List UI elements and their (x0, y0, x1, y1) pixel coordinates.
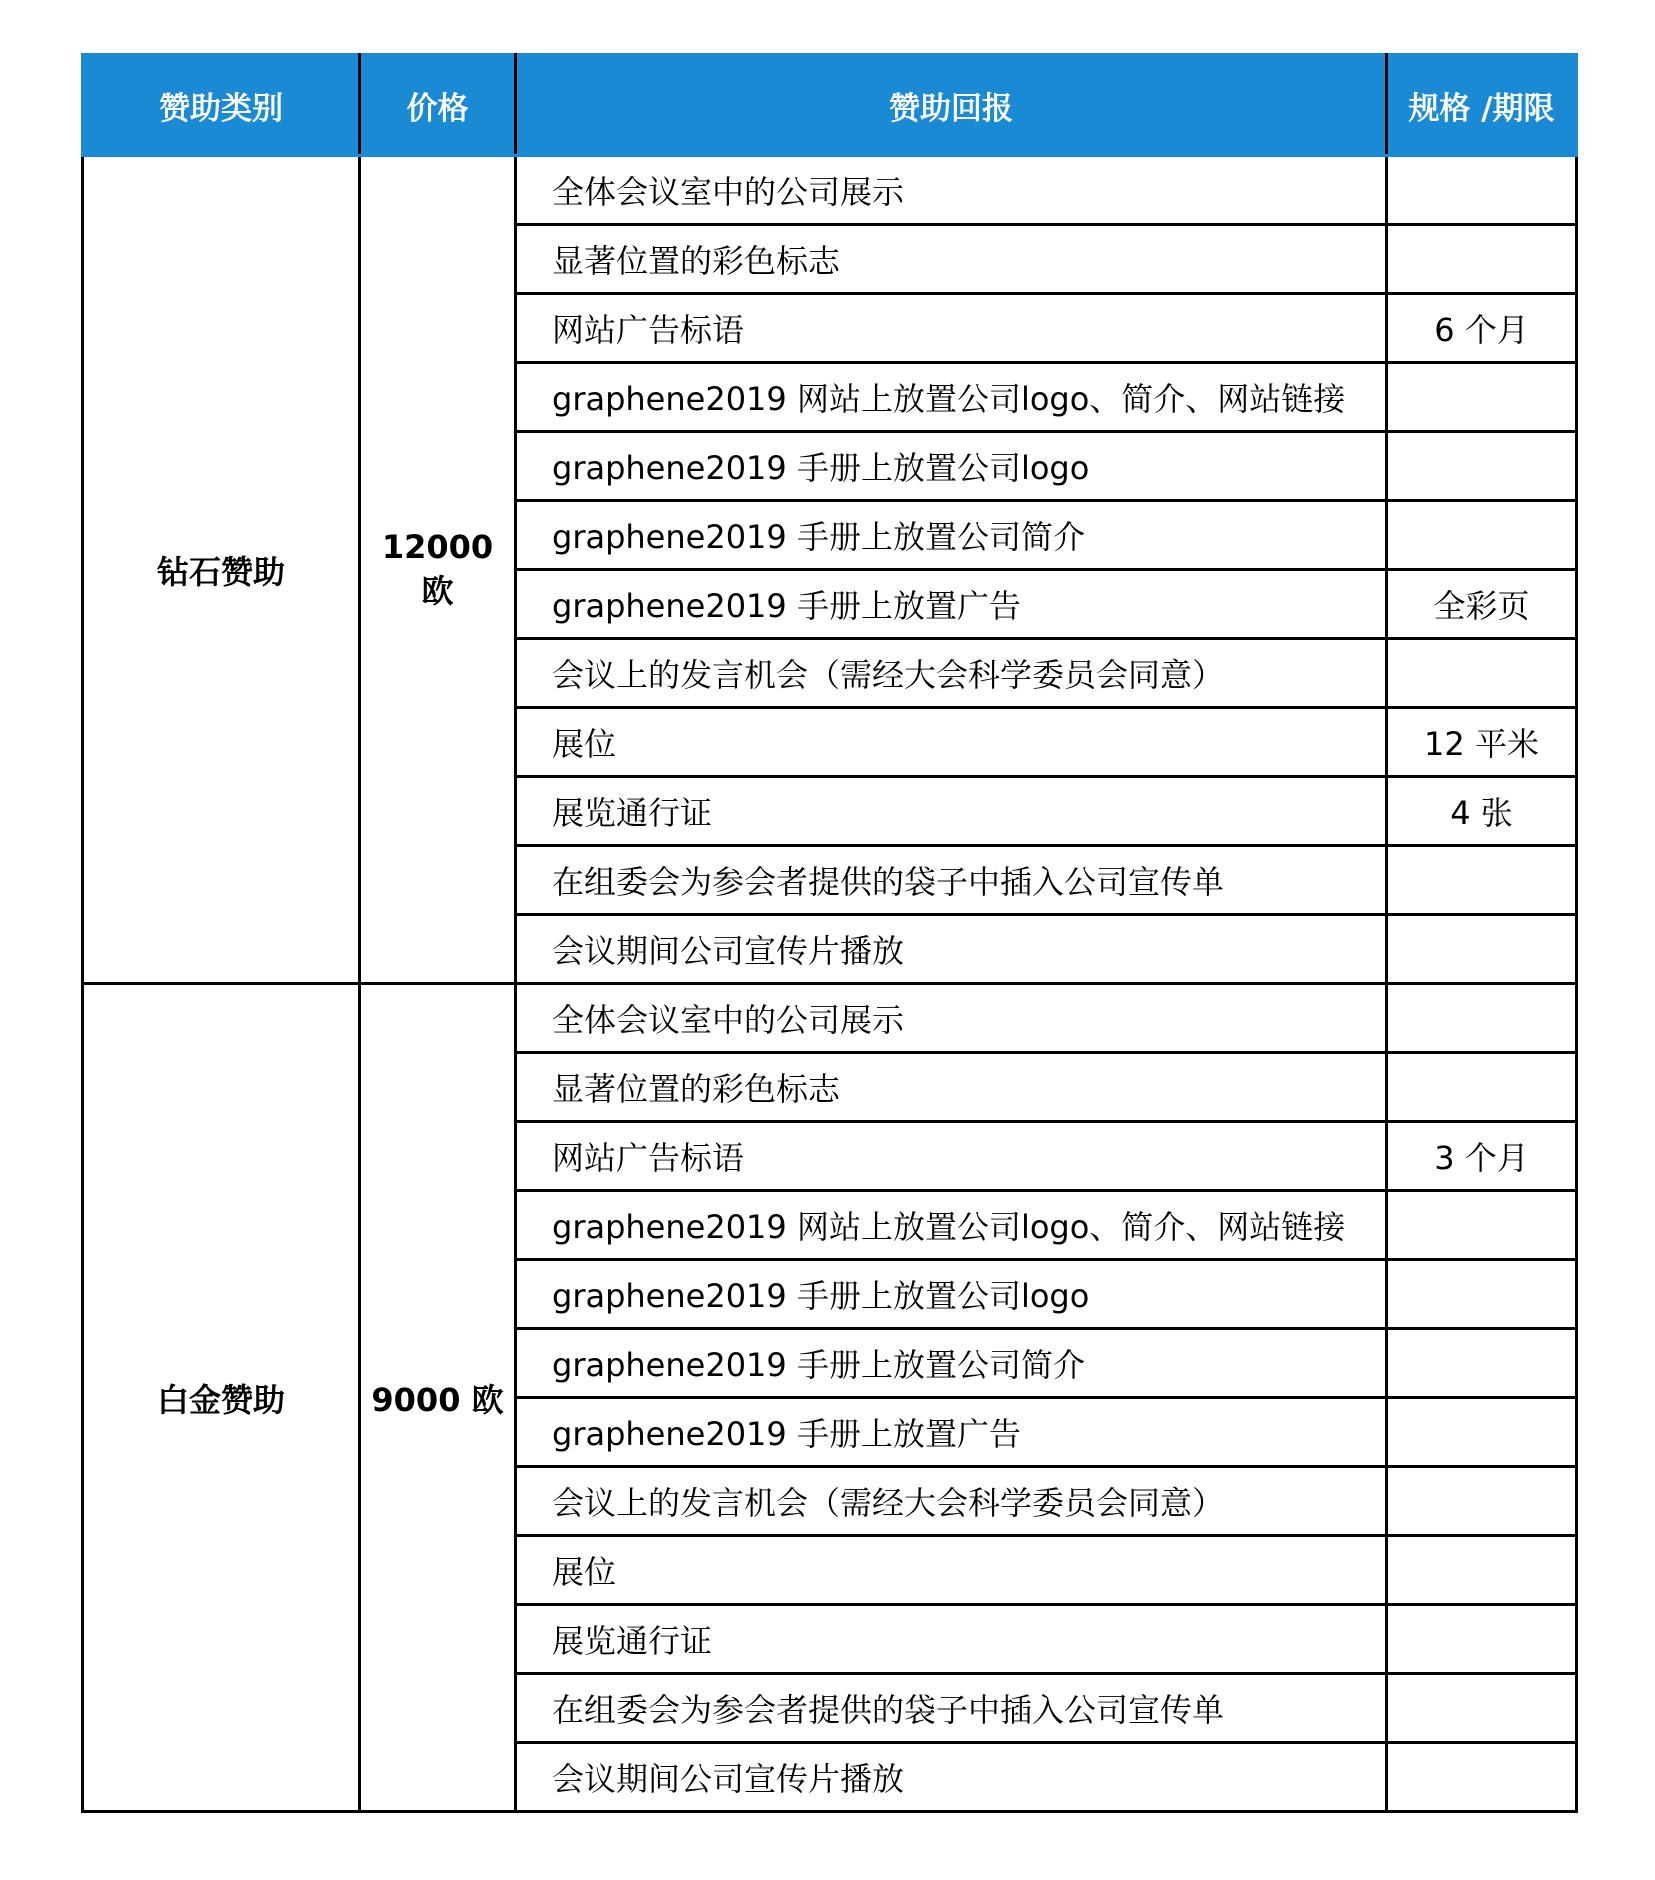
spec-cell (1387, 363, 1577, 432)
benefit-cell: 会议期间公司宣传片播放 (516, 915, 1387, 984)
benefit-cell: graphene2019 手册上放置广告 (516, 1398, 1387, 1467)
benefit-cell: 在组委会为参会者提供的袋子中插入公司宣传单 (516, 846, 1387, 915)
header-price: 价格 (360, 55, 516, 156)
benefit-cell: 网站广告标语 (516, 1122, 1387, 1191)
benefit-cell: 全体会议室中的公司展示 (516, 984, 1387, 1053)
spec-cell (1387, 1674, 1577, 1743)
spec-cell (1387, 501, 1577, 570)
table-row (83, 984, 1577, 1053)
tier-price: 9000 欧 (360, 984, 516, 1812)
spec-cell: 3 个月 (1387, 1122, 1577, 1191)
spec-cell (1387, 225, 1577, 294)
spec-cell (1387, 1191, 1577, 1260)
benefit-cell: 在组委会为参会者提供的袋子中插入公司宣传单 (516, 1674, 1387, 1743)
benefit-cell: 网站广告标语 (516, 294, 1387, 363)
tier-category: 钻石赞助 (83, 156, 360, 984)
benefit-cell: graphene2019 手册上放置公司简介 (516, 1329, 1387, 1398)
spec-cell: 全彩页 (1387, 570, 1577, 639)
table-body (83, 156, 1577, 1812)
spec-cell (1387, 915, 1577, 984)
benefit-cell: graphene2019 手册上放置广告 (516, 570, 1387, 639)
benefit-cell: 展位 (516, 1536, 1387, 1605)
spec-cell (1387, 846, 1577, 915)
spec-cell: 4 张 (1387, 777, 1577, 846)
spec-cell: 12 平米 (1387, 708, 1577, 777)
spec-cell (1387, 1329, 1577, 1398)
table-header (83, 55, 1577, 156)
sponsorship-table (81, 53, 1578, 1813)
spec-cell (1387, 984, 1577, 1053)
spec-cell: 6 个月 (1387, 294, 1577, 363)
benefit-cell: graphene2019 网站上放置公司logo、简介、网站链接 (516, 1191, 1387, 1260)
benefit-cell: 显著位置的彩色标志 (516, 225, 1387, 294)
table-row (83, 156, 1577, 225)
spec-cell (1387, 156, 1577, 225)
spec-cell (1387, 1398, 1577, 1467)
benefit-cell: graphene2019 手册上放置公司logo (516, 432, 1387, 501)
spec-cell (1387, 639, 1577, 708)
benefit-cell: 显著位置的彩色标志 (516, 1053, 1387, 1122)
spec-cell (1387, 432, 1577, 501)
benefit-cell: graphene2019 网站上放置公司logo、简介、网站链接 (516, 363, 1387, 432)
spec-cell (1387, 1743, 1577, 1812)
benefit-cell: graphene2019 手册上放置公司简介 (516, 501, 1387, 570)
benefit-cell: 全体会议室中的公司展示 (516, 156, 1387, 225)
header-spec: 规格 /期限 (1387, 55, 1577, 156)
tier-price: 12000 欧 (360, 156, 516, 984)
benefit-cell: graphene2019 手册上放置公司logo (516, 1260, 1387, 1329)
benefit-cell: 会议期间公司宣传片播放 (516, 1743, 1387, 1812)
header-row (83, 55, 1577, 156)
spec-cell (1387, 1467, 1577, 1536)
header-benefits: 赞助回报 (516, 55, 1387, 156)
benefit-cell: 展览通行证 (516, 777, 1387, 846)
tier-category: 白金赞助 (83, 984, 360, 1812)
benefit-cell: 会议上的发言机会（需经大会科学委员会同意） (516, 1467, 1387, 1536)
header-category: 赞助类别 (83, 55, 360, 156)
benefit-cell: 会议上的发言机会（需经大会科学委员会同意） (516, 639, 1387, 708)
benefit-cell: 展览通行证 (516, 1605, 1387, 1674)
spec-cell (1387, 1536, 1577, 1605)
spec-cell (1387, 1053, 1577, 1122)
spec-cell (1387, 1605, 1577, 1674)
benefit-cell: 展位 (516, 708, 1387, 777)
spec-cell (1387, 1260, 1577, 1329)
